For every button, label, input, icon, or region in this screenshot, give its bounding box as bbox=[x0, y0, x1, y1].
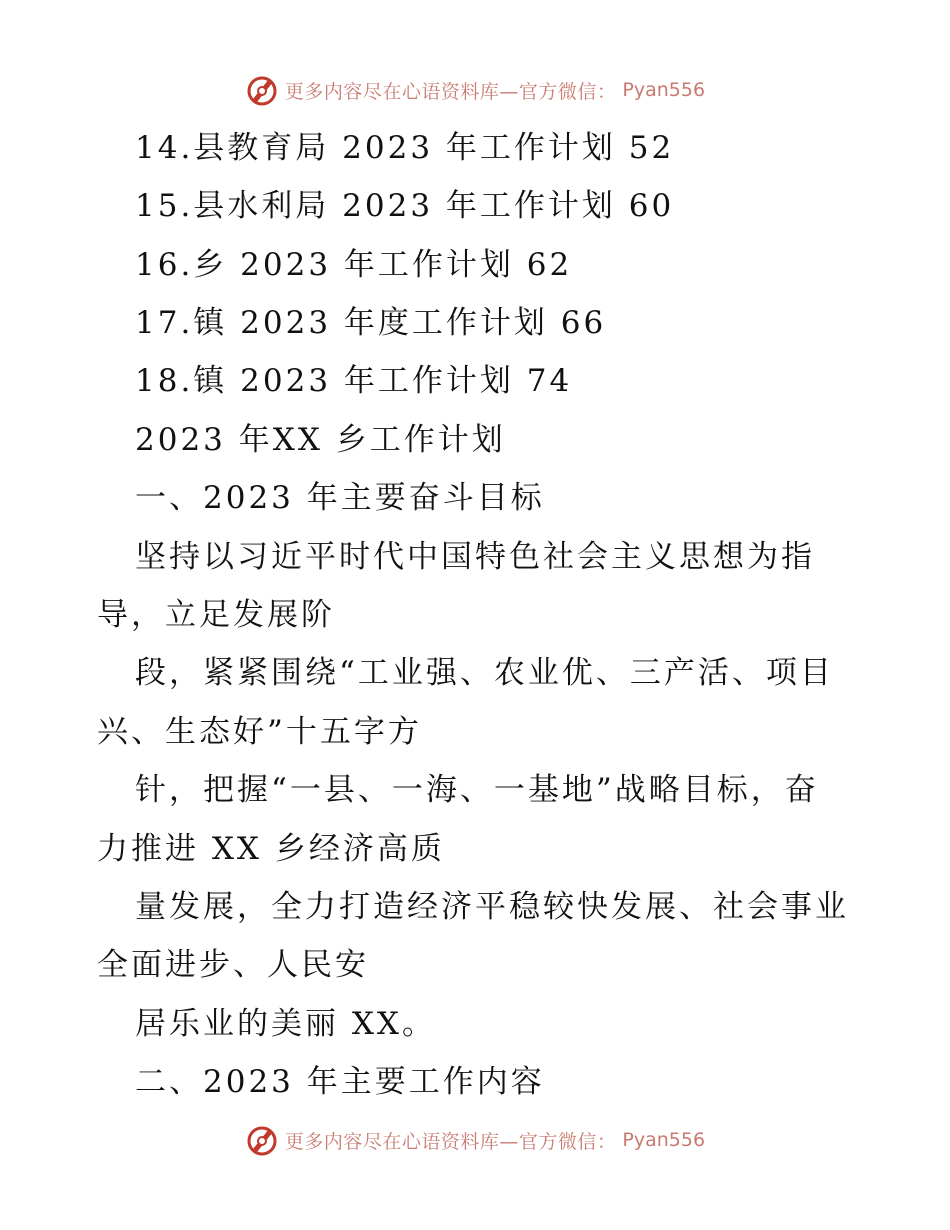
toc-item-14: 14.县教育局 2023 年工作计划 52 bbox=[135, 130, 675, 166]
watermark-text: 更多内容尽在心语资料库—官方微信： bbox=[284, 80, 617, 103]
watermark-handle: Pyan556 bbox=[622, 79, 706, 101]
watermark-text: 更多内容尽在心语资料库—官方微信： bbox=[284, 1130, 617, 1153]
body-line: 力推进 XX 乡经济高质 bbox=[97, 831, 445, 867]
section-heading-2: 二、2023 年主要工作内容 bbox=[135, 1064, 545, 1100]
document-title: 2023 年XX 乡工作计划 bbox=[135, 422, 506, 458]
body-line: 居乐业的美丽 XX。 bbox=[135, 1006, 436, 1042]
body-line: 兴、生态好”十五字方 bbox=[97, 714, 422, 750]
body-line: 针，把握“一县、一海、一基地”战略目标，奋 bbox=[135, 772, 819, 808]
pen-logo-icon bbox=[245, 73, 279, 107]
header-watermark bbox=[0, 70, 950, 110]
toc-item-17: 17.镇 2023 年度工作计划 66 bbox=[135, 305, 607, 341]
toc-item-16: 16.乡 2023 年工作计划 62 bbox=[135, 247, 573, 283]
section-heading-1: 一、2023 年主要奋斗目标 bbox=[135, 480, 545, 516]
body-line: 导，立足发展阶 bbox=[97, 597, 335, 633]
body-line: 段，紧紧围绕“工业强、农业优、三产活、项目 bbox=[135, 655, 834, 691]
pen-logo-icon bbox=[245, 1123, 279, 1157]
body-line: 全面进步、人民安 bbox=[97, 947, 369, 983]
body-line: 量发展，全力打造经济平稳较快发展、社会事业 bbox=[135, 889, 849, 925]
footer-watermark bbox=[0, 1120, 950, 1160]
watermark-handle: Pyan556 bbox=[622, 1129, 706, 1151]
toc-item-15: 15.县水利局 2023 年工作计划 60 bbox=[135, 188, 675, 224]
body-line: 坚持以习近平时代中国特色社会主义思想为指 bbox=[135, 539, 815, 575]
toc-item-18: 18.镇 2023 年工作计划 74 bbox=[135, 363, 573, 399]
